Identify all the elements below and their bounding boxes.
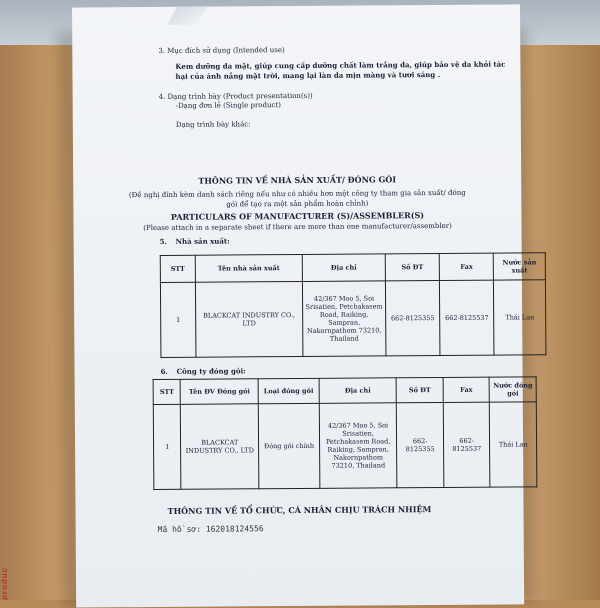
- intended-use-label: 3. Mục đích sử dụng (Intended use): [158, 46, 285, 55]
- cell-type: Đóng gói chính: [258, 403, 319, 488]
- box-print-text: produc: [0, 566, 9, 600]
- file-code: Mã hồ sơ: 162018124556: [157, 524, 264, 534]
- cell-country: Thái Lan: [494, 280, 546, 355]
- paper-fold: [167, 7, 207, 25]
- cell-phone: 662-8125355: [385, 281, 440, 356]
- cell-stt: 1: [153, 404, 181, 489]
- manufacturer-note-en: (Please attach in a separate sheet if there are more than one manufacturer/assembler): [143, 221, 452, 233]
- header-type: Loại đóng gói: [258, 378, 319, 403]
- packer-table: [153, 376, 538, 490]
- manufacturer-title-en: PARTICULARS OF MANUFACTURER (S)/ASSEMBLER(S): [170, 210, 425, 222]
- presentation-other: Dạng trình bày khác:: [175, 120, 251, 129]
- cell-country: Thái Lan: [490, 402, 537, 487]
- header-stt: STT: [160, 255, 195, 282]
- manufacturer-table: [160, 252, 547, 358]
- manufacturer-label: Nhà sản xuất:: [175, 236, 230, 246]
- cell-name: BLACKCAT INDUSTRY CO., LTD: [181, 404, 259, 490]
- cell-stt: 1: [160, 282, 195, 357]
- cell-address: 42/367 Moo 5, Soi Srisatien, Petchakasem Road, Raiking, Sampran, Nakornpathom 73210, Thailand: [319, 403, 397, 489]
- table-header-row: [153, 377, 536, 405]
- cell-phone: 662-8125355: [397, 402, 444, 487]
- manufacturer-title-vi: THÔNG TIN VỀ NHÀ SẢN XUẤT/ ĐÓNG GÓI: [198, 174, 397, 186]
- intended-use-text-2: hại của ánh nắng mặt trời, mang lại làn da mịn màng và tươi sáng .: [175, 69, 441, 81]
- header-address: Địa chỉ: [302, 254, 385, 282]
- table-header-row: [160, 253, 545, 283]
- responsible-title: THÔNG TIN VỀ TỔ CHỨC, CÁ NHÂN CHỊU TRÁCH NHIỆM: [167, 504, 432, 516]
- manufacturer-label-num: 5.: [159, 236, 167, 246]
- header-phone: Số ĐT: [385, 254, 439, 281]
- presentation-value: -Dạng đơn lẻ (Single product): [175, 101, 281, 110]
- intended-use-text-1: Kem dưỡng da mặt, giúp cung cấp dưỡng chất làm trắng da, giúp bảo vệ da khỏi tác: [175, 59, 506, 71]
- presentation-label: 4. Dạng trình bày (Product presentation(s)): [158, 91, 313, 101]
- header-phone: Số ĐT: [396, 377, 443, 402]
- header-fax: Fax: [439, 253, 493, 280]
- cell-fax: 662-8125537: [440, 280, 495, 355]
- header-name: Tên nhà sản xuất: [195, 254, 302, 282]
- header-country: Nước đóng gói: [490, 377, 537, 402]
- header-fax: Fax: [443, 377, 490, 402]
- header-country: Nước sản xuất: [493, 253, 545, 280]
- packer-label-num: 6.: [160, 366, 168, 376]
- cell-fax: 662-8125537: [443, 402, 490, 487]
- header-stt: STT: [153, 379, 181, 404]
- table-row: [153, 402, 537, 490]
- header-address: Địa chỉ: [319, 378, 397, 404]
- table-row: [160, 280, 546, 358]
- header-name: Tên ĐV Đóng gói: [181, 379, 259, 405]
- cell-name: BLACKCAT INDUSTRY CO., LTD: [195, 281, 303, 357]
- packer-label: Công ty đóng gói:: [176, 366, 246, 376]
- manufacturer-note-vi-2: gói để tạo ra một sản phẩm hoàn chỉnh): [226, 199, 369, 209]
- document-page: [72, 4, 537, 607]
- manufacturer-note-vi-1: (Đề nghị đính kèm danh sách riêng nếu như có nhiều hơn một công ty tham gia sản xuất/ đóng: [128, 188, 466, 200]
- cell-address: 42/367 Moo 5, Soi Srisatien, Petchakasem Road, Raiking, Sampran, Nakornpathom 73210, Thailand: [302, 281, 386, 357]
